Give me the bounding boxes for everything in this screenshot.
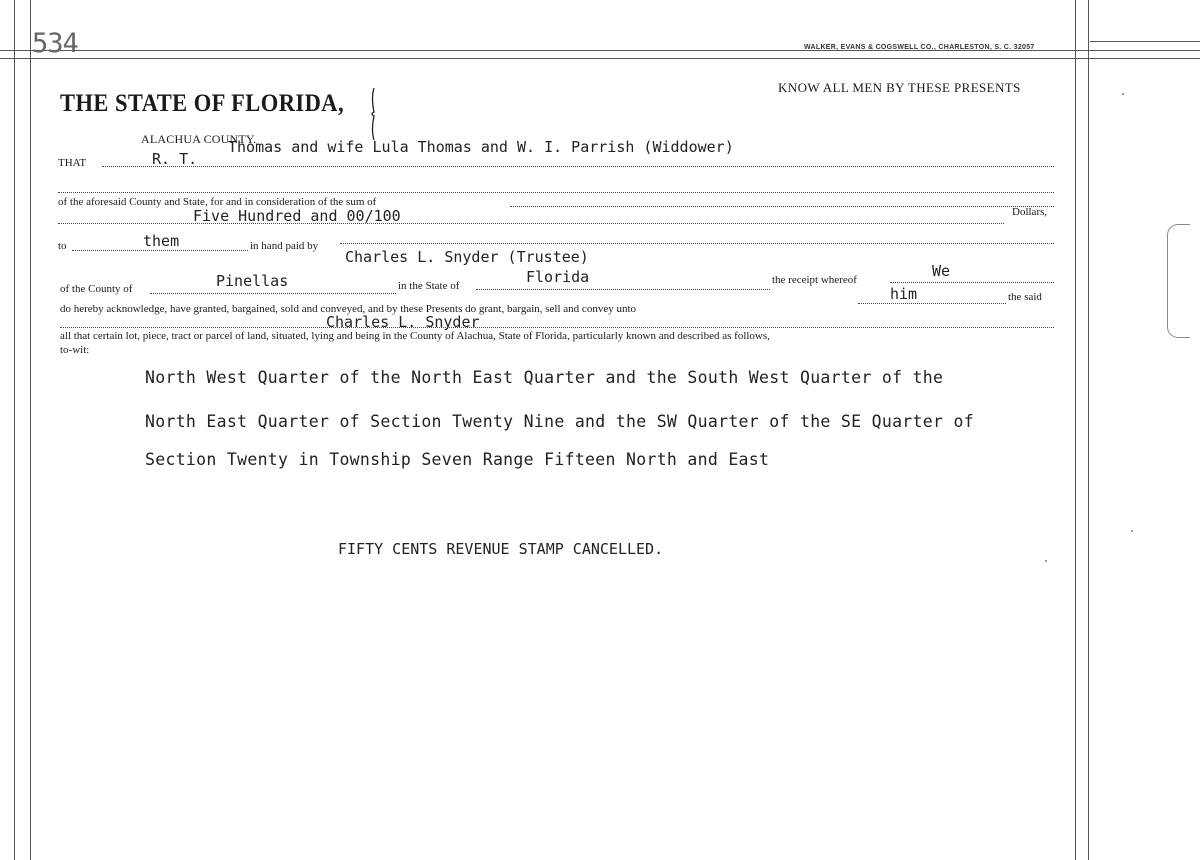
convey-unto-field: him [890, 285, 918, 303]
all-that-label: all that certain lot, piece, tract or parcel of land, situated, lying and being in the County of Alachua, State of Florida, particularly known and described as follows, [60, 330, 770, 342]
top-rule-upper [1090, 41, 1200, 42]
the-said-label: the said [1008, 291, 1042, 303]
binder-clip [1167, 224, 1190, 338]
description-line: Section Twenty in Township Seven Range Fifteen North and East [145, 450, 770, 469]
grantor-line [102, 166, 1054, 167]
of-county-label: of the County of [60, 283, 133, 295]
convey-line [858, 303, 1006, 304]
ink-speck [1045, 560, 1047, 562]
ink-speck [1122, 93, 1124, 95]
to-line [72, 250, 248, 251]
grantor-initials: R. T. [152, 150, 198, 168]
to-wit-label: to-wit: [60, 344, 90, 356]
to-label: to [58, 240, 67, 252]
state-line [476, 289, 770, 290]
paid-to-field: them [143, 232, 180, 250]
page-title: THE STATE OF FLORIDA, [60, 90, 345, 117]
county-field: Pinellas [216, 272, 289, 290]
right-margin-line-inner [1088, 0, 1089, 860]
receipt-line [890, 282, 1054, 283]
stamp-note: FIFTY CENTS REVENUE STAMP CANCELLED. [338, 540, 664, 558]
left-margin-line-inner [30, 0, 31, 860]
ink-speck [1131, 530, 1133, 532]
in-state-label: in the State of [398, 280, 460, 292]
county-line [150, 293, 396, 294]
sum-top-line [510, 206, 1054, 207]
in-hand-label: in hand paid by [250, 240, 319, 252]
top-rule-lower [0, 58, 1200, 59]
printer-mark: WALKER, EVANS & COGSWELL CO., CHARLESTON, S. C. 32057 [804, 44, 1035, 51]
that-label: THAT [58, 157, 87, 169]
sum-line [58, 223, 1004, 224]
county-label: ALACHUA COUNTY. [141, 132, 257, 146]
description-line: North West Quarter of the North East Quarter and the South West Quarter of the [145, 368, 944, 387]
grantee-line [60, 327, 1054, 328]
right-margin-line [1075, 0, 1076, 860]
page-number: 534 [32, 28, 78, 59]
paid-by-line [340, 243, 1054, 244]
know-all-heading: KNOW ALL MEN BY THESE PRESENTS [778, 80, 1021, 95]
blank-line [58, 192, 1054, 193]
dollars-label: Dollars, [1012, 206, 1048, 218]
receipt-by-field: We [932, 262, 951, 280]
brace-icon [368, 88, 380, 140]
do-hereby-label: do hereby acknowledge, have granted, bargained, sold and conveyed, and by these Presents do grant, bargain, sell and convey unto [60, 303, 637, 315]
receipt-label: the receipt whereof [772, 274, 857, 286]
left-margin-line [14, 0, 15, 860]
grantors-field: Thomas and wife Lula Thomas and W. I. Parrish (Widdower) [228, 138, 734, 156]
grantee-paid-by-field: Charles L. Snyder (Trustee) [345, 248, 589, 266]
aforesaid-label: of the aforesaid County and State, for and in consideration of the sum of [58, 196, 377, 208]
grantee-name-field: Charles L. Snyder [326, 313, 480, 331]
description-line: North East Quarter of Section Twenty Nine and the SW Quarter of the SE Quarter of [145, 412, 974, 431]
state-field: Florida [526, 268, 590, 286]
sum-field: Five Hundred and 00/100 [193, 207, 401, 225]
